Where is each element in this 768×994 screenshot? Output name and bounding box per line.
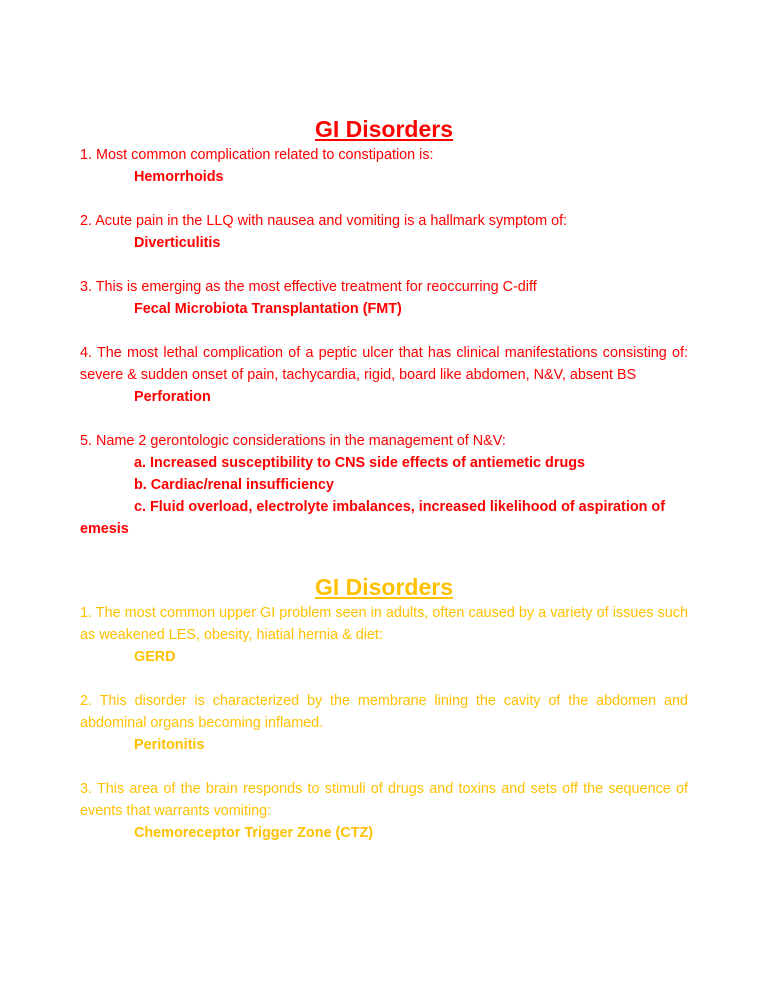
answer-text: a. Increased susceptibility to CNS side effects of antiemetic drugs xyxy=(134,455,586,471)
question-text: 2. This disorder is characterized by the membrane lining the cavity of the abdomen and abdominal organs becoming inflamed. xyxy=(80,693,688,731)
answer-text: Hemorrhoids xyxy=(134,169,224,185)
question-item xyxy=(80,778,688,844)
answer-text: Diverticulitis xyxy=(134,235,221,251)
question-text: 5. Name 2 gerontologic considerations in the management of N&V: xyxy=(80,433,506,449)
section-1 xyxy=(80,114,688,540)
question-item xyxy=(80,144,688,188)
question-text: 2. Acute pain in the LLQ with nausea and vomiting is a hallmark symptom of: xyxy=(80,213,568,229)
answer-text: Chemoreceptor Trigger Zone (CTZ) xyxy=(134,825,374,841)
question-text: 3. This is emerging as the most effective treatment for reoccurring C-diff xyxy=(80,279,537,295)
answer-text: c. Fluid overload, electrolyte imbalances, increased likelihood of aspiration of emesis xyxy=(80,499,665,537)
question-text: 3. This area of the brain responds to stimuli of drugs and toxins and sets off the sequence of events that warrants vomiting: xyxy=(80,781,688,819)
answer-text: Peritonitis xyxy=(134,737,205,753)
question-text: 1. The most common upper GI problem seen in adults, often caused by a variety of issues such as weakened LES, obesity, hiatial hernia & diet: xyxy=(80,605,688,643)
section-2 xyxy=(80,572,688,844)
question-item xyxy=(80,602,688,668)
question-item xyxy=(80,342,688,408)
question-item xyxy=(80,430,688,540)
question-item xyxy=(80,276,688,320)
question-text: 1. Most common complication related to constipation is: xyxy=(80,147,434,163)
question-item xyxy=(80,690,688,756)
section-title: GI Disorders xyxy=(314,116,454,142)
section-title: GI Disorders xyxy=(314,574,454,600)
answer-text: GERD xyxy=(134,649,176,665)
question-item xyxy=(80,210,688,254)
question-text: 4. The most lethal complication of a peptic ulcer that has clinical manifestations consisting of: severe & sudden onset of pain, tachycardia, rigid, board like abdomen, N&V, absent BS xyxy=(80,345,688,383)
answer-text: Fecal Microbiota Transplantation (FMT) xyxy=(134,301,402,317)
answer-text: b. Cardiac/renal insufficiency xyxy=(134,477,334,493)
answer-text: Perforation xyxy=(134,389,211,405)
